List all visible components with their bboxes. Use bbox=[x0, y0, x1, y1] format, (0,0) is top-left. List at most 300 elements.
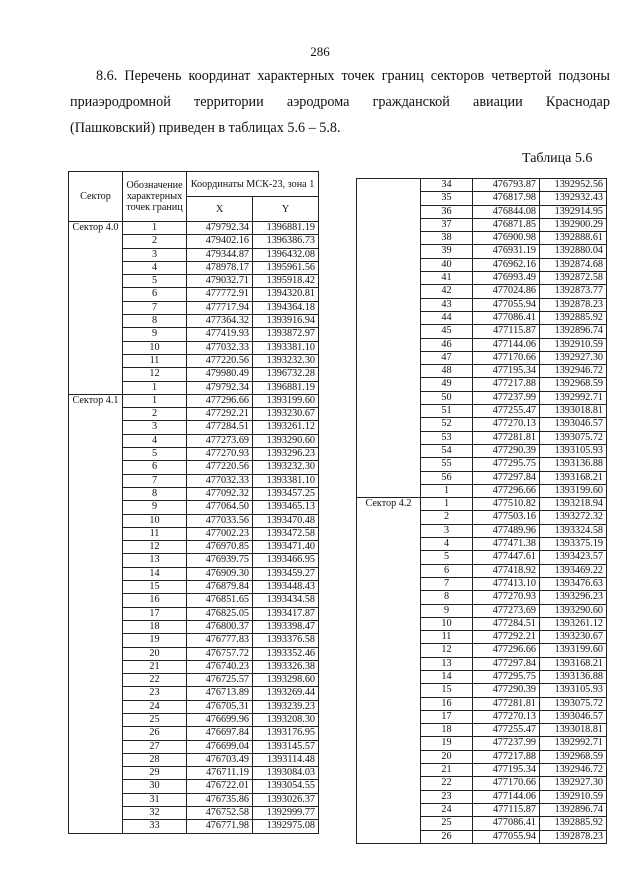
y-cell: 1392946.72 bbox=[540, 365, 607, 378]
x-cell: 477237.99 bbox=[473, 391, 540, 404]
point-cell: 13 bbox=[123, 554, 187, 567]
y-cell: 1393261.12 bbox=[540, 617, 607, 630]
x-cell: 476844.08 bbox=[473, 205, 540, 218]
x-cell: 476962.16 bbox=[473, 258, 540, 271]
point-cell: 8 bbox=[123, 487, 187, 500]
y-cell: 1392927.30 bbox=[540, 777, 607, 790]
y-cell: 1392873.77 bbox=[540, 285, 607, 298]
x-cell: 477115.87 bbox=[473, 325, 540, 338]
y-cell: 1393469.22 bbox=[540, 564, 607, 577]
x-cell: 476699.96 bbox=[187, 713, 253, 726]
x-cell: 477270.93 bbox=[187, 448, 253, 461]
sector-cell bbox=[357, 179, 421, 498]
y-cell: 1393018.81 bbox=[540, 405, 607, 418]
y-cell: 1393298.60 bbox=[253, 674, 319, 687]
y-cell: 1393269.44 bbox=[253, 687, 319, 700]
point-cell: 22 bbox=[421, 777, 473, 790]
y-cell: 1396432.08 bbox=[253, 248, 319, 261]
x-cell: 476909.30 bbox=[187, 567, 253, 580]
point-cell: 31 bbox=[123, 793, 187, 806]
point-cell: 37 bbox=[421, 218, 473, 231]
x-cell: 476871.85 bbox=[473, 218, 540, 231]
x-cell: 477295.75 bbox=[473, 670, 540, 683]
point-cell: 24 bbox=[421, 803, 473, 816]
point-cell: 18 bbox=[123, 620, 187, 633]
y-cell: 1392874.68 bbox=[540, 258, 607, 271]
header-coords: Координаты МСК-23, зона 1 bbox=[187, 172, 319, 197]
point-cell: 7 bbox=[123, 301, 187, 314]
point-cell: 2 bbox=[421, 511, 473, 524]
header-point: Обозначение характерных точек границ bbox=[123, 172, 187, 222]
x-cell: 477144.06 bbox=[473, 790, 540, 803]
point-cell: 5 bbox=[421, 551, 473, 564]
point-cell: 1 bbox=[421, 498, 473, 511]
point-cell: 1 bbox=[123, 394, 187, 407]
x-cell: 476771.98 bbox=[187, 820, 253, 833]
y-cell: 1395961.56 bbox=[253, 261, 319, 274]
intro-word: приаэродромной bbox=[70, 94, 171, 110]
y-cell: 1393105.93 bbox=[540, 684, 607, 697]
y-cell: 1393084.03 bbox=[253, 767, 319, 780]
y-cell: 1394364.18 bbox=[253, 301, 319, 314]
x-cell: 477284.51 bbox=[473, 617, 540, 630]
y-cell: 1393872.97 bbox=[253, 328, 319, 341]
y-cell: 1393054.55 bbox=[253, 780, 319, 793]
y-cell: 1392992.71 bbox=[540, 737, 607, 750]
x-cell: 477086.41 bbox=[473, 311, 540, 324]
x-cell: 477144.06 bbox=[473, 338, 540, 351]
point-cell: 46 bbox=[421, 338, 473, 351]
intro-word: гражданской bbox=[372, 94, 450, 110]
y-cell: 1393471.40 bbox=[253, 541, 319, 554]
point-cell: 38 bbox=[421, 232, 473, 245]
x-cell: 477292.21 bbox=[473, 631, 540, 644]
point-cell: 19 bbox=[123, 634, 187, 647]
y-cell: 1393472.58 bbox=[253, 527, 319, 540]
y-cell: 1393199.60 bbox=[540, 484, 607, 497]
point-cell: 2 bbox=[123, 235, 187, 248]
point-cell: 3 bbox=[421, 524, 473, 537]
table-row bbox=[69, 394, 319, 407]
table-row bbox=[357, 498, 607, 511]
y-cell: 1392914.95 bbox=[540, 205, 607, 218]
x-cell: 477273.69 bbox=[187, 434, 253, 447]
point-cell: 39 bbox=[421, 245, 473, 258]
x-cell: 476900.98 bbox=[473, 232, 540, 245]
point-cell: 49 bbox=[421, 378, 473, 391]
coordinates-table-left bbox=[68, 171, 319, 834]
point-cell: 23 bbox=[421, 790, 473, 803]
x-cell: 476825.05 bbox=[187, 607, 253, 620]
x-cell: 477447.61 bbox=[473, 551, 540, 564]
x-cell: 477237.99 bbox=[473, 737, 540, 750]
point-cell: 33 bbox=[123, 820, 187, 833]
point-cell: 1 bbox=[123, 381, 187, 394]
x-cell: 476722.01 bbox=[187, 780, 253, 793]
point-cell: 15 bbox=[421, 684, 473, 697]
point-cell: 14 bbox=[421, 670, 473, 683]
y-cell: 1393026.37 bbox=[253, 793, 319, 806]
y-cell: 1393466.95 bbox=[253, 554, 319, 567]
x-cell: 476703.49 bbox=[187, 753, 253, 766]
x-cell: 476735.86 bbox=[187, 793, 253, 806]
x-cell: 477270.13 bbox=[473, 418, 540, 431]
y-cell: 1393381.10 bbox=[253, 341, 319, 354]
x-cell: 477503.16 bbox=[473, 511, 540, 524]
y-cell: 1395918.42 bbox=[253, 275, 319, 288]
intro-word: авиации bbox=[473, 94, 523, 110]
x-cell: 477284.51 bbox=[187, 421, 253, 434]
y-cell: 1392910.59 bbox=[540, 338, 607, 351]
x-cell: 476697.84 bbox=[187, 727, 253, 740]
point-cell: 23 bbox=[123, 687, 187, 700]
point-cell: 17 bbox=[123, 607, 187, 620]
x-cell: 477292.21 bbox=[187, 408, 253, 421]
x-cell: 476970.85 bbox=[187, 541, 253, 554]
y-cell: 1393168.21 bbox=[540, 657, 607, 670]
x-cell: 477471.38 bbox=[473, 538, 540, 551]
intro-line-1 bbox=[70, 63, 610, 89]
y-cell: 1392885.92 bbox=[540, 311, 607, 324]
y-cell: 1393296.23 bbox=[253, 448, 319, 461]
y-cell: 1393470.48 bbox=[253, 514, 319, 527]
y-cell: 1393046.57 bbox=[540, 710, 607, 723]
point-cell: 54 bbox=[421, 444, 473, 457]
point-cell: 26 bbox=[421, 830, 473, 843]
y-cell: 1393105.93 bbox=[540, 444, 607, 457]
y-cell: 1393476.63 bbox=[540, 577, 607, 590]
y-cell: 1393381.10 bbox=[253, 474, 319, 487]
point-cell: 55 bbox=[421, 458, 473, 471]
y-cell: 1393114.48 bbox=[253, 753, 319, 766]
point-cell: 50 bbox=[421, 391, 473, 404]
y-cell: 1393296.23 bbox=[540, 591, 607, 604]
point-cell: 30 bbox=[123, 780, 187, 793]
x-cell: 479402.16 bbox=[187, 235, 253, 248]
y-cell: 1393352.46 bbox=[253, 647, 319, 660]
x-cell: 476817.98 bbox=[473, 192, 540, 205]
x-cell: 477064.50 bbox=[187, 501, 253, 514]
point-cell: 52 bbox=[421, 418, 473, 431]
point-cell: 51 bbox=[421, 405, 473, 418]
x-cell: 477413.10 bbox=[473, 577, 540, 590]
point-cell: 28 bbox=[123, 753, 187, 766]
x-cell: 477170.66 bbox=[473, 777, 540, 790]
x-cell: 477086.41 bbox=[473, 817, 540, 830]
x-cell: 477032.33 bbox=[187, 341, 253, 354]
intro-word: четвертой bbox=[491, 68, 552, 84]
x-cell: 477217.88 bbox=[473, 750, 540, 763]
coordinates-table-right bbox=[356, 178, 607, 844]
intro-word: секторов bbox=[430, 68, 485, 84]
x-cell: 476711.19 bbox=[187, 767, 253, 780]
y-cell: 1392968.59 bbox=[540, 378, 607, 391]
intro-word: Краснодар bbox=[545, 94, 610, 110]
point-cell: 32 bbox=[123, 807, 187, 820]
point-cell: 40 bbox=[421, 258, 473, 271]
y-cell: 1393075.72 bbox=[540, 431, 607, 444]
y-cell: 1393376.58 bbox=[253, 634, 319, 647]
point-cell: 10 bbox=[421, 617, 473, 630]
intro-word: аэродрома bbox=[286, 94, 350, 110]
x-cell: 477772.91 bbox=[187, 288, 253, 301]
y-cell: 1396881.19 bbox=[253, 381, 319, 394]
y-cell: 1392872.58 bbox=[540, 272, 607, 285]
x-cell: 477510.82 bbox=[473, 498, 540, 511]
header-sector: Сектор bbox=[69, 172, 123, 222]
point-cell: 2 bbox=[123, 408, 187, 421]
y-cell: 1393176.95 bbox=[253, 727, 319, 740]
x-cell: 477290.39 bbox=[473, 684, 540, 697]
y-cell: 1393136.88 bbox=[540, 458, 607, 471]
y-cell: 1393916.94 bbox=[253, 315, 319, 328]
intro-word: Перечень bbox=[124, 68, 182, 84]
intro-paragraph bbox=[70, 63, 610, 141]
point-cell: 35 bbox=[421, 192, 473, 205]
y-cell: 1393375.19 bbox=[540, 538, 607, 551]
intro-line-3: (Пашковский) приведен в таблицах 5.6 – 5.8. bbox=[70, 120, 341, 136]
point-cell: 48 bbox=[421, 365, 473, 378]
y-cell: 1393448.43 bbox=[253, 581, 319, 594]
point-cell: 25 bbox=[421, 817, 473, 830]
point-cell: 45 bbox=[421, 325, 473, 338]
x-cell: 479032.71 bbox=[187, 275, 253, 288]
x-cell: 476705.31 bbox=[187, 700, 253, 713]
point-cell: 12 bbox=[421, 644, 473, 657]
intro-word: точек bbox=[341, 68, 375, 84]
point-cell: 6 bbox=[123, 288, 187, 301]
point-cell: 21 bbox=[123, 660, 187, 673]
x-cell: 477281.81 bbox=[473, 697, 540, 710]
point-cell: 29 bbox=[123, 767, 187, 780]
y-cell: 1392932.43 bbox=[540, 192, 607, 205]
table-row bbox=[357, 179, 607, 192]
point-cell: 12 bbox=[123, 541, 187, 554]
y-cell: 1393398.47 bbox=[253, 620, 319, 633]
x-cell: 479792.34 bbox=[187, 381, 253, 394]
intro-word: характерных bbox=[257, 68, 335, 84]
y-cell: 1392885.92 bbox=[540, 817, 607, 830]
point-cell: 7 bbox=[421, 577, 473, 590]
y-cell: 1393459.27 bbox=[253, 567, 319, 580]
sector-cell: Сектор 4.1 bbox=[69, 394, 123, 833]
point-cell: 8 bbox=[123, 315, 187, 328]
y-cell: 1393290.60 bbox=[253, 434, 319, 447]
table-caption: Таблица 5.6 bbox=[522, 151, 593, 166]
x-cell: 476931.19 bbox=[473, 245, 540, 258]
x-cell: 476725.57 bbox=[187, 674, 253, 687]
point-cell: 9 bbox=[421, 604, 473, 617]
x-cell: 477220.56 bbox=[187, 461, 253, 474]
point-cell: 41 bbox=[421, 272, 473, 285]
y-cell: 1392878.23 bbox=[540, 298, 607, 311]
x-cell: 477195.34 bbox=[473, 764, 540, 777]
y-cell: 1392927.30 bbox=[540, 351, 607, 364]
x-cell: 477364.32 bbox=[187, 315, 253, 328]
point-cell: 25 bbox=[123, 713, 187, 726]
x-cell: 476879.84 bbox=[187, 581, 253, 594]
point-cell: 5 bbox=[123, 275, 187, 288]
y-cell: 1392888.61 bbox=[540, 232, 607, 245]
y-cell: 1392896.74 bbox=[540, 325, 607, 338]
y-cell: 1392900.29 bbox=[540, 218, 607, 231]
y-cell: 1393326.38 bbox=[253, 660, 319, 673]
x-cell: 477296.66 bbox=[473, 644, 540, 657]
y-cell: 1392968.59 bbox=[540, 750, 607, 763]
point-cell: 16 bbox=[123, 594, 187, 607]
x-cell: 479792.34 bbox=[187, 222, 253, 235]
point-cell: 26 bbox=[123, 727, 187, 740]
x-cell: 477270.93 bbox=[473, 591, 540, 604]
y-cell: 1393145.57 bbox=[253, 740, 319, 753]
x-cell: 477295.75 bbox=[473, 458, 540, 471]
y-cell: 1396881.19 bbox=[253, 222, 319, 235]
point-cell: 18 bbox=[421, 724, 473, 737]
x-cell: 477115.87 bbox=[473, 803, 540, 816]
point-cell: 4 bbox=[123, 261, 187, 274]
point-cell: 34 bbox=[421, 179, 473, 192]
x-cell: 477002.23 bbox=[187, 527, 253, 540]
page-number: 286 bbox=[310, 44, 330, 59]
point-cell: 20 bbox=[123, 647, 187, 660]
point-cell: 6 bbox=[123, 461, 187, 474]
x-cell: 477717.94 bbox=[187, 301, 253, 314]
x-cell: 477273.69 bbox=[473, 604, 540, 617]
intro-word: 8.6. bbox=[96, 68, 118, 84]
x-cell: 476939.75 bbox=[187, 554, 253, 567]
point-cell: 12 bbox=[123, 368, 187, 381]
point-cell: 27 bbox=[123, 740, 187, 753]
point-cell: 9 bbox=[123, 328, 187, 341]
x-cell: 479980.49 bbox=[187, 368, 253, 381]
point-cell: 11 bbox=[123, 527, 187, 540]
y-cell: 1393457.25 bbox=[253, 487, 319, 500]
x-cell: 476699.04 bbox=[187, 740, 253, 753]
x-cell: 476740.23 bbox=[187, 660, 253, 673]
header-x: X bbox=[187, 197, 253, 222]
x-cell: 477296.66 bbox=[187, 394, 253, 407]
x-cell: 477092.32 bbox=[187, 487, 253, 500]
point-cell: 3 bbox=[123, 248, 187, 261]
point-cell: 4 bbox=[123, 434, 187, 447]
point-cell: 6 bbox=[421, 564, 473, 577]
y-cell: 1392878.23 bbox=[540, 830, 607, 843]
y-cell: 1396732.28 bbox=[253, 368, 319, 381]
y-cell: 1393046.57 bbox=[540, 418, 607, 431]
x-cell: 477032.33 bbox=[187, 474, 253, 487]
y-cell: 1392910.59 bbox=[540, 790, 607, 803]
y-cell: 1393261.12 bbox=[253, 421, 319, 434]
intro-word: координат bbox=[188, 68, 251, 84]
x-cell: 476800.37 bbox=[187, 620, 253, 633]
y-cell: 1393018.81 bbox=[540, 724, 607, 737]
y-cell: 1393272.32 bbox=[540, 511, 607, 524]
point-cell: 43 bbox=[421, 298, 473, 311]
x-cell: 477195.34 bbox=[473, 365, 540, 378]
y-cell: 1393465.13 bbox=[253, 501, 319, 514]
x-cell: 479344.87 bbox=[187, 248, 253, 261]
point-cell: 47 bbox=[421, 351, 473, 364]
x-cell: 476993.49 bbox=[473, 272, 540, 285]
x-cell: 477255.47 bbox=[473, 724, 540, 737]
sector-cell: Сектор 4.2 bbox=[357, 498, 421, 844]
x-cell: 477255.47 bbox=[473, 405, 540, 418]
y-cell: 1393423.57 bbox=[540, 551, 607, 564]
y-cell: 1393239.23 bbox=[253, 700, 319, 713]
y-cell: 1393324.58 bbox=[540, 524, 607, 537]
point-cell: 19 bbox=[421, 737, 473, 750]
point-cell: 11 bbox=[421, 631, 473, 644]
y-cell: 1394320.81 bbox=[253, 288, 319, 301]
intro-word: подзоны bbox=[558, 68, 610, 84]
point-cell: 5 bbox=[123, 448, 187, 461]
point-cell: 16 bbox=[421, 697, 473, 710]
y-cell: 1392975.08 bbox=[253, 820, 319, 833]
point-cell: 21 bbox=[421, 764, 473, 777]
y-cell: 1393136.88 bbox=[540, 670, 607, 683]
point-cell: 4 bbox=[421, 538, 473, 551]
point-cell: 56 bbox=[421, 471, 473, 484]
y-cell: 1393075.72 bbox=[540, 697, 607, 710]
y-cell: 1392992.71 bbox=[540, 391, 607, 404]
x-cell: 477419.93 bbox=[187, 328, 253, 341]
y-cell: 1393417.87 bbox=[253, 607, 319, 620]
y-cell: 1393232.30 bbox=[253, 354, 319, 367]
x-cell: 477217.88 bbox=[473, 378, 540, 391]
point-cell: 8 bbox=[421, 591, 473, 604]
x-cell: 476752.58 bbox=[187, 807, 253, 820]
y-cell: 1393434.58 bbox=[253, 594, 319, 607]
intro-word: территории bbox=[194, 94, 264, 110]
point-cell: 15 bbox=[123, 581, 187, 594]
point-cell: 13 bbox=[421, 657, 473, 670]
point-cell: 3 bbox=[123, 421, 187, 434]
point-cell: 1 bbox=[421, 484, 473, 497]
x-cell: 477170.66 bbox=[473, 351, 540, 364]
x-cell: 477290.39 bbox=[473, 444, 540, 457]
point-cell: 22 bbox=[123, 674, 187, 687]
sector-cell: Сектор 4.0 bbox=[69, 222, 123, 395]
point-cell: 11 bbox=[123, 354, 187, 367]
y-cell: 1396386.73 bbox=[253, 235, 319, 248]
x-cell: 476777.83 bbox=[187, 634, 253, 647]
point-cell: 9 bbox=[123, 501, 187, 514]
y-cell: 1393290.60 bbox=[540, 604, 607, 617]
x-cell: 477220.56 bbox=[187, 354, 253, 367]
point-cell: 7 bbox=[123, 474, 187, 487]
x-cell: 477489.96 bbox=[473, 524, 540, 537]
y-cell: 1393218.94 bbox=[540, 498, 607, 511]
point-cell: 17 bbox=[421, 710, 473, 723]
y-cell: 1393199.60 bbox=[253, 394, 319, 407]
point-cell: 44 bbox=[421, 311, 473, 324]
x-cell: 477055.94 bbox=[473, 830, 540, 843]
y-cell: 1392880.04 bbox=[540, 245, 607, 258]
table-row bbox=[69, 222, 319, 235]
x-cell: 477055.94 bbox=[473, 298, 540, 311]
point-cell: 10 bbox=[123, 514, 187, 527]
header-y: Y bbox=[253, 197, 319, 222]
point-cell: 20 bbox=[421, 750, 473, 763]
y-cell: 1393230.67 bbox=[540, 631, 607, 644]
point-cell: 1 bbox=[123, 222, 187, 235]
y-cell: 1392946.72 bbox=[540, 764, 607, 777]
point-cell: 42 bbox=[421, 285, 473, 298]
x-cell: 477270.13 bbox=[473, 710, 540, 723]
x-cell: 476793.87 bbox=[473, 179, 540, 192]
intro-line-2 bbox=[70, 89, 610, 115]
y-cell: 1393232.30 bbox=[253, 461, 319, 474]
